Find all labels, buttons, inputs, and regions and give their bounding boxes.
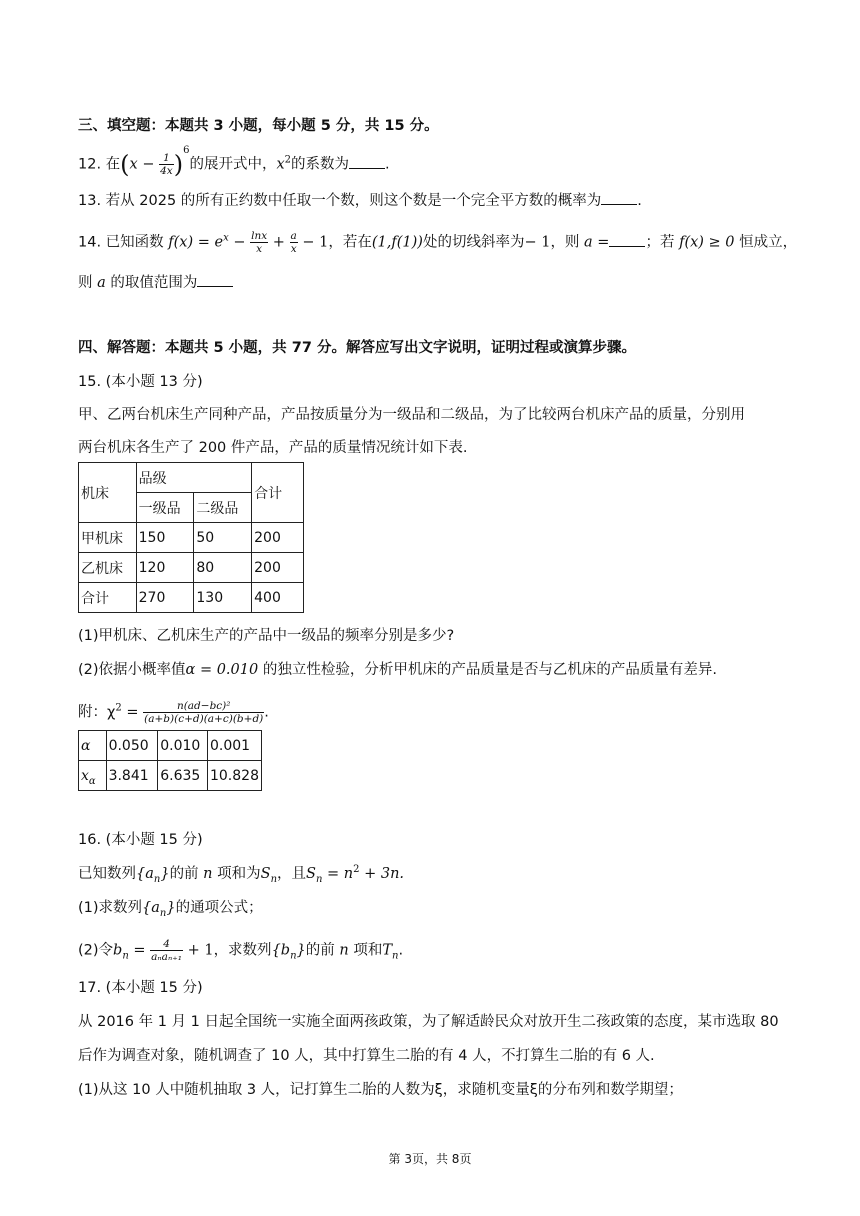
question-13: 13. 若从 2025 的所有正约数中任取一个数，则这个数是一个完全平方数的概率为 . [78,190,642,211]
question-17-part-1: (1)从这 10 人中随机抽取 3 人，记打算生二胎的人数为ξ，求随机变量ξ的分布列和数学期望； [78,1082,683,1098]
header-machine: 机床 [79,463,137,523]
critical-value-table [78,730,262,791]
chi-square-formula: 附：$\chi^2$ = $\frac{\text{n(ad−bc)²}}{(a+b)(c+d)(a+c)(b+d)}$ . [78,700,269,725]
question-15-part-2: (2)依据小概率值α = 0.010 的独立性检验，分析甲机床的产品质量是否与乙机床的产品质量有差异. [78,662,717,678]
header-grade-1: 一级品 [136,493,194,523]
question-16-part-2: (2)令$b_n$ = $\frac{4}{\text{aₙaₙ₊₁}}$ + 1，求数列$\{b_n\}$的前 n 项和$T_n$. [78,938,404,963]
question-15-paragraph-1: 甲、乙两台机床生产同种产品，产品按质量分为一级品和二级品，为了比较两台机床产品的质量，分别用 [78,407,745,423]
table-row: 甲机床 150 50 200 [79,523,304,553]
fraction-1-over-4x: $\frac{1}{4x}$ [160,152,173,177]
fraction-lnx-over-x: $\frac{\ln x}{x}$ [251,230,268,255]
question-16-part-1: (1)求数列$\{a_n\}$的通项公式； [78,900,263,919]
question-14-line-1: 14. 已知函数 $f(x) = e^x$ − $\frac{\ln x}{x}$ + $\frac{a}{x}$ − 1，若在(1,f(1))处的切线斜率为− 1，则 a = ；若 f(x) ≥ 0 恒成立， [78,230,798,255]
table-row: 乙机床 120 80 200 [79,553,304,583]
header-grade-2: 二级品 [194,493,252,523]
table-row: 合计 270 130 400 [79,583,304,613]
quality-table [78,462,304,613]
fraction-a-over-x: $\frac{a}{x}$ [290,230,297,255]
answer-blank [601,190,637,205]
question-17-paragraph-2: 后作为调查对象，随机调查了 10 人，其中打算生二胎的有 4 人，不打算生二胎的有 6 人. [78,1048,655,1064]
chi-square-fraction: $\frac{\text{n(ad−bc)²}}{(a+b)(c+d)(a+c)(b+d)}$ [144,700,264,725]
answer-blank [349,154,385,169]
header-grade: 品级 [136,463,252,493]
answer-blank [197,272,233,287]
section-4-heading: 四、解答题：本题共 5 小题，共 77 分。解答应写出文字说明，证明过程或演算步骤。 [78,340,636,356]
question-14-line-2: 则 a 的取值范围为 [78,272,233,293]
section-3-heading: 三、填空题：本题共 3 小题，每小题 5 分，共 15 分。 [78,118,439,134]
answer-blank [609,232,645,247]
question-12: 12. 在(x − $\frac{1}{4x}$ )$^6$的展开式中，$x^2$的系数为 . [78,144,390,179]
question-15-part-1: (1)甲机床、乙机床生产的产品中一级品的频率分别是多少? [78,628,455,644]
question-16-statement: 已知数列$\{a_n\}$的前 n 项和为$S_n$，且$S_n = n^2 + 3n$. [78,864,405,885]
question-16-title: 16. (本小题 15 分) [78,832,203,848]
table-row: α 0.050 0.010 0.001 [79,731,262,761]
table-row: $x_\alpha$ 3.841 6.635 10.828 [79,761,262,791]
header-total: 合计 [252,463,304,523]
fraction-4-over-an-an1: $\frac{4}{\text{aₙaₙ₊₁}}$ [151,938,182,963]
question-17-title: 17. (本小题 15 分) [78,980,203,996]
question-15-title: 15. (本小题 13 分) [78,374,203,390]
question-15-paragraph-2: 两台机床各生产了 200 件产品，产品的质量情况统计如下表. [78,440,468,456]
question-17-paragraph-1: 从 2016 年 1 月 1 日起全国统一实施全面两孩政策，为了解适龄民众对放开生二孩政策的态度，某市选取 80 [78,1014,779,1030]
page-footer: 第 3页，共 8页 [388,1152,472,1166]
